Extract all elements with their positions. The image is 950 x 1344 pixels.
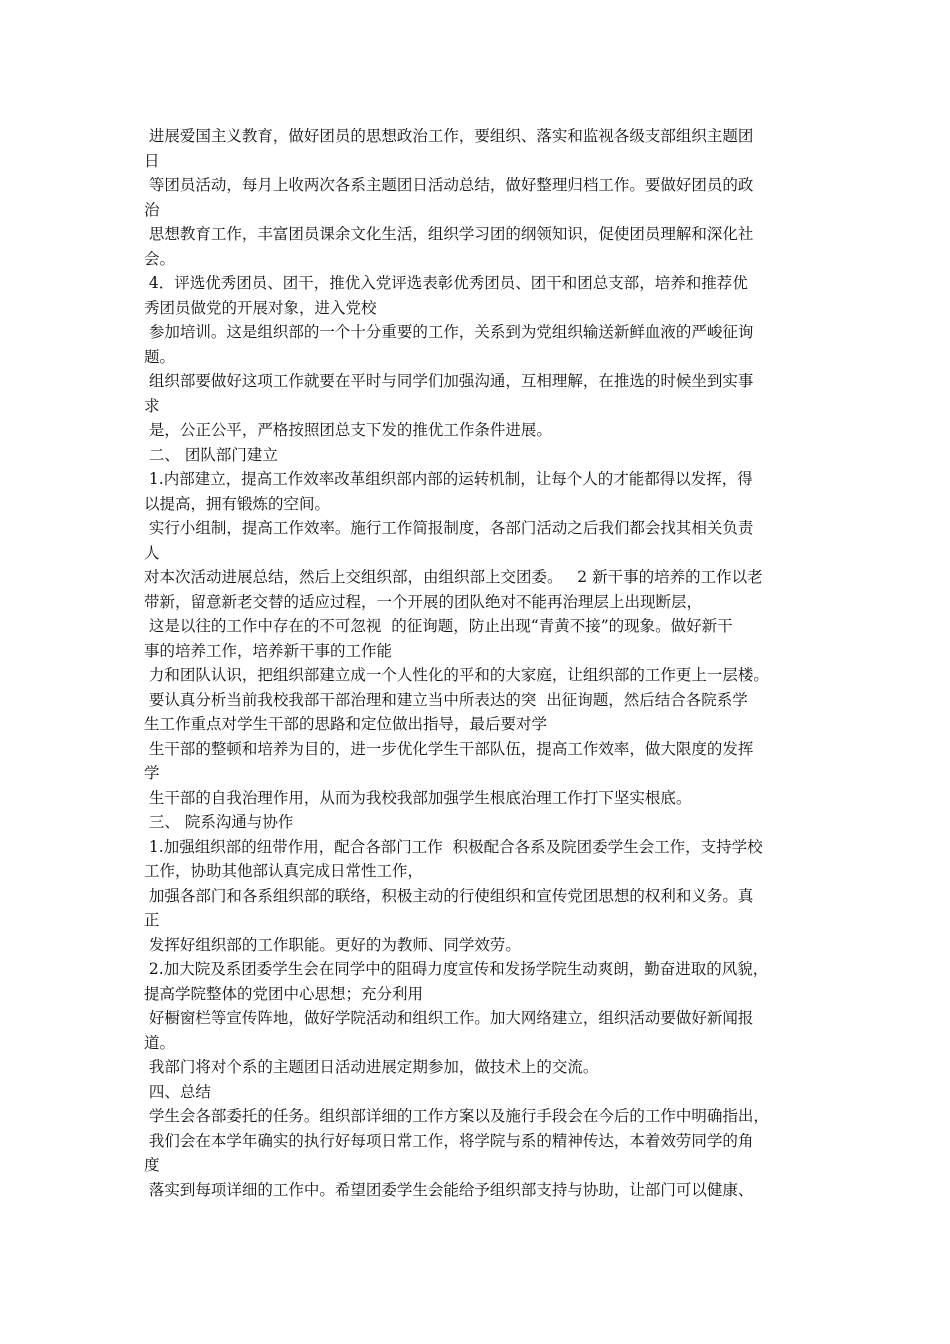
text-line: 人 [144,543,160,562]
text-line: 以提高，拥有锻炼的空间。 [144,494,331,513]
text-line: 落实到每项详细的工作中。希望团委学生会能给予组织部支持与协助，让部门可以健康、 [144,1180,754,1199]
text-line: 我部门将对个系的主题团日活动进展定期参加，做技术上的交流。 [144,1058,599,1076]
text-line: 度 [144,1156,160,1174]
text-line: 加强各部门和各系组织部的联络，积极主动的行使组织和宣传党团思想的权利和义务。真 [144,886,754,905]
text-line: 学 [144,764,160,782]
text-line: 对本次活动进展总结，然后上交组织部，由组织部上交团委。 2 新干事的培养的工作以老 [144,568,763,586]
text-line: 1.加强组织部的纽带作用，配合各部门工作 积极配合各系及院团委学生会工作，支持学校 [144,837,763,856]
text-line: 发挥好组织部的工作职能。更好的为教师、同学效劳。 [144,935,521,954]
text-line: 等团员活动，每月上收两次各系主题团日活动总结，做好整理归档工作。要做好团员的政 [144,176,754,194]
text-line: 组织部要做好这项工作就要在平时与同学们加强沟通，互相理解，在推选的时候坐到实事 [144,372,754,390]
text-line: 四、总结 [144,1082,211,1101]
text-line: 提高学院整体的党团中心思想；充分利用 [144,984,424,1003]
document-body [144,124,816,1202]
text-line: 题。 [144,347,176,366]
text-line: 治 [144,200,160,219]
text-line: 是，公正公平，严格按照团总支下发的推优工作条件进展。 [144,421,552,439]
text-line: 正 [144,911,160,929]
text-line: 生工作重点对学生干部的思路和定位做出指导，最后要对学 [144,715,548,733]
text-line: 2.加大院及系团委学生会在同学中的阻碍力度宣传和发扬学院生动爽朗，勤奋进取的风貌， [144,960,769,978]
text-line: 要认真分析当前我校我部干部治理和建立当中所表达的突 出征询题，然后结合各院系学 [144,690,748,709]
text-line: 思想教育工作，丰富团员课余文化生活，组织学习团的纲领知识，促使团员理解和深化社 [144,225,754,243]
text-line: 工作，协助其他部认真完成日常性工作， [144,862,424,880]
text-line: 学生会各部委托的任务。组织部详细的工作方案以及施行手段会在今后的工作中明确指出， [144,1107,769,1125]
text-line: 道。 [144,1033,176,1052]
text-line: 秀团员做党的开展对象，进入党校 [144,298,377,317]
text-line: 4．评选优秀团员、团干，推优入党评选表彰优秀团员、团干和团总支部，培养和推荐优 [144,274,748,292]
text-line: 这是以往的工作中存在的不可忽视 的征询题，防止出现“青黄不接”的现象。做好新干 [144,617,733,635]
text-line: 参加培训。这是组织部的一个十分重要的工作，关系到为党组织输送新鲜血液的严峻征询 [144,323,754,341]
text-line: 好橱窗栏等宣传阵地，做好学院活动和组织工作。加大网络建立，组织活动要做好新闻报 [144,1009,754,1027]
text-line: 会。 [144,249,176,268]
text-line: 日 [144,151,160,170]
text-line: 1.内部建立，提高工作效率改革组织部内部的运转机制，让每个人的才能都得以发挥，得 [144,470,753,488]
text-line: 带新，留意新老交替的适应过程，一个开展的团队绝对不能再治理层上出现断层， [144,592,703,611]
text-line: 三、 院系沟通与协作 [144,813,294,831]
text-line: 力和团队认识，把组织部建立成一个人性化的平和的大家庭，让组织部的工作更上一层楼。 [144,666,769,684]
text-line: 生干部的自我治理作用，从而为我校我部加强学生根底治理工作打下坚实根底。 [144,788,692,807]
text-line: 生干部的整顿和培养为目的，进一步优化学生干部队伍，提高工作效率，做大限度的发挥 [144,739,754,758]
text-line: 实行小组制，提高工作效率。施行工作简报制度，各部门活动之后我们都会找其相关负责 [144,519,754,537]
text-line: 二、 团队部门建立 [144,445,278,464]
text-line: 进展爱国主义教育，做好团员的思想政治工作，要组织、落实和监视各级支部组织主题团 [144,127,754,145]
text-line: 求 [144,396,160,415]
text-line: 我们会在本学年确实的执行好每项日常工作，将学院与系的精神传达，本着效劳同学的角 [144,1131,754,1150]
text-line: 事的培养工作，培养新干事的工作能 [144,641,393,660]
